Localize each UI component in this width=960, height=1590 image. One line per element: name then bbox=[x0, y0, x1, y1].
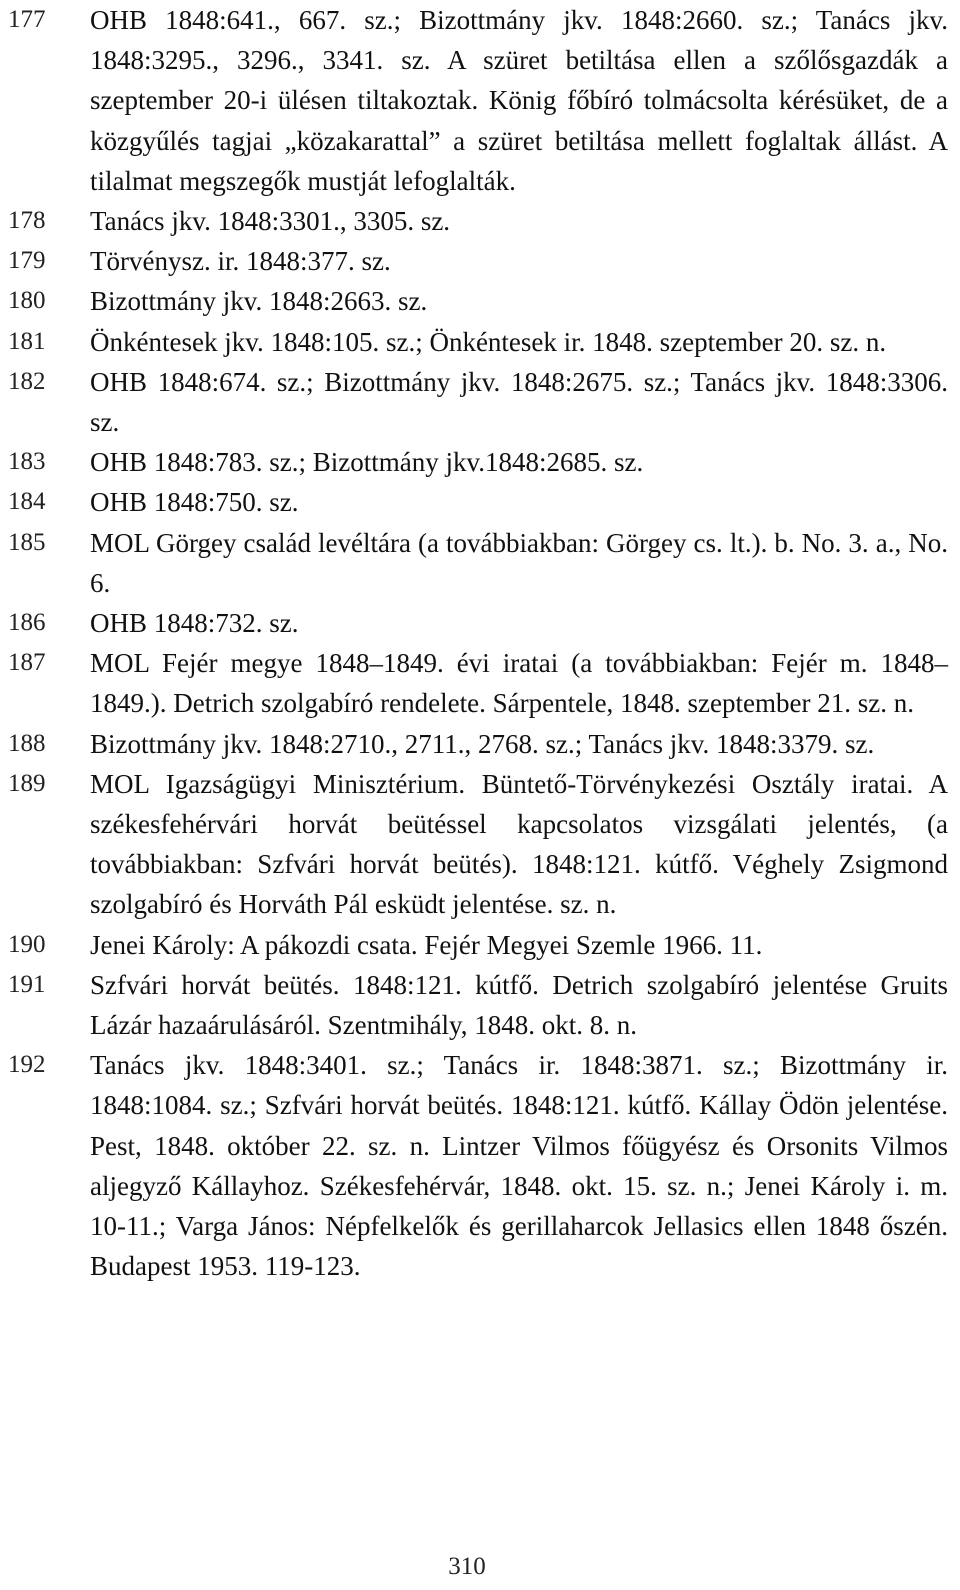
footnote-192 bbox=[8, 1045, 958, 1286]
footnote-text: MOL Fejér megye 1848–1849. évi iratai (a továbbiakban: Fejér m. 1848–1849.). Detrich szolgabíró rendelete. Sárpentele, 1848. szeptember 21. sz. n. bbox=[90, 648, 948, 719]
footnote-178 bbox=[8, 201, 958, 241]
footnote-number: 181 bbox=[8, 327, 46, 355]
footnote-191 bbox=[8, 965, 958, 1045]
footnote-number: 190 bbox=[8, 930, 46, 958]
footnote-188 bbox=[8, 724, 958, 764]
footnote-number: 189 bbox=[8, 769, 46, 797]
footnote-number: 188 bbox=[8, 729, 46, 757]
footnote-text: Szfvári horvát beütés. 1848:121. kútfő. Detrich szolgabíró jelentése Gruits Lázár hazaárulásáról. Szentmihály, 1848. okt. 8. n. bbox=[90, 969, 948, 1041]
footnote-number: 185 bbox=[8, 528, 46, 556]
footnote-number: 177 bbox=[8, 6, 46, 33]
footnote-number: 183 bbox=[8, 448, 46, 476]
footnote-number: 186 bbox=[8, 609, 46, 637]
footnote-177 bbox=[8, 0, 958, 201]
page-number: 310 bbox=[448, 1553, 486, 1580]
footnote-number: 191 bbox=[8, 970, 46, 998]
footnote-number: 178 bbox=[8, 207, 46, 235]
footnote-text: Bizottmány jkv. 1848:2663. sz. bbox=[90, 286, 428, 317]
footnote-text: Törvénysz. ir. 1848:377. sz. bbox=[90, 246, 391, 277]
footnote-text: Tanács jkv. 1848:3401. sz.; Tanács ir. 1848:3871. sz.; Bizottmány ir. 1848:1084. sz.; Szfvári horvát beütés. 1848:121. kútfő. Kállay Ödön jelentése. Pest, 1848. október 22. sz. n. Lintzer Vilmos főügyész és Orsonits Vilmos aljegyző Kállayhoz. Székesfehérvár, 1848. okt. 15. sz. n.; Jenei Károly i. m. 10-11.; Varga János: Népfelkelők és gerillaharcok Jellasics ellen 1848 őszén. Budapest 1953. 119-123. bbox=[90, 1050, 948, 1282]
footnote-text: MOL Görgey család levéltára (a továbbiakban: Görgey cs. lt.). b. No. 3. a., No. 6. bbox=[90, 527, 948, 598]
footnote-text: Bizottmány jkv. 1848:2710., 2711., 2768. sz.; Tanács jkv. 1848:3379. sz. bbox=[90, 728, 875, 759]
footnote-text: OHB 1848:732. sz. bbox=[90, 608, 299, 639]
footnote-text: MOL Igazságügyi Minisztérium. Büntető-Törvénykezési Osztály iratai. A székesfehérvári horvát beütéssel kapcsolatos vizsgálati jelentés, (a továbbiakban: Szfvári horvát beütés). 1848:121. kútfő. Véghely Zsigmond szolgabíró és Horváth Pál esküdt jelentése. sz. n. bbox=[90, 768, 948, 920]
footnote-text: OHB 1848:783. sz.; Bizottmány jkv.1848:2685. sz. bbox=[90, 447, 644, 478]
footnote-number: 180 bbox=[8, 287, 46, 315]
footnote-180 bbox=[8, 281, 958, 321]
footnote-186 bbox=[8, 603, 958, 643]
footnote-number: 184 bbox=[8, 488, 46, 516]
footnote-184 bbox=[8, 482, 958, 522]
footnote-190 bbox=[8, 925, 958, 965]
footnote-183 bbox=[8, 442, 958, 482]
footnote-text: Tanács jkv. 1848:3301., 3305. sz. bbox=[90, 206, 451, 237]
footnote-number: 182 bbox=[8, 367, 46, 395]
footnote-185 bbox=[8, 523, 958, 603]
footnote-list bbox=[8, 0, 958, 1287]
footnote-179 bbox=[8, 241, 958, 281]
footnote-text: Önkéntesek jkv. 1848:105. sz.; Önkéntesek ir. 1848. szeptember 20. sz. n. bbox=[90, 326, 887, 357]
footnote-187 bbox=[8, 643, 958, 723]
footnote-number: 192 bbox=[8, 1051, 46, 1079]
footnote-number: 179 bbox=[8, 247, 46, 275]
footnote-text: Jenei Károly: A pákozdi csata. Fejér Megyei Szemle 1966. 11. bbox=[90, 929, 763, 960]
footnote-text: OHB 1848:750. sz. bbox=[90, 487, 299, 518]
footnote-number: 187 bbox=[8, 649, 46, 677]
footnote-182 bbox=[8, 362, 958, 442]
footnote-text: OHB 1848:641., 667. sz.; Bizottmány jkv. 1848:2660. sz.; Tanács jkv. 1848:3295., 3296., 3341. sz. A szüret betiltása ellen a szőlősgazdák a szeptember 20-i ülésen tiltakoztak. König főbíró tolmácsolta kérésüket, de a közgyűlés tagjai „közakarattal” a szüret betiltása mellett foglaltak állást. A tilalmat megszegők mustját lefoglalták. bbox=[90, 5, 948, 196]
footnote-189 bbox=[8, 764, 958, 925]
footnote-text: OHB 1848:674. sz.; Bizottmány jkv. 1848:2675. sz.; Tanács jkv. 1848:3306. sz. bbox=[90, 366, 948, 438]
footnote-181 bbox=[8, 322, 958, 362]
